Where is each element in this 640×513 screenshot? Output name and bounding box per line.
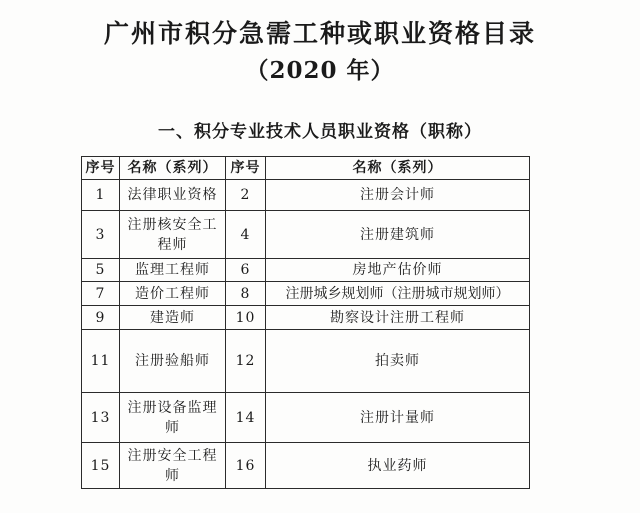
serial-cell: 2 — [226, 180, 266, 211]
serial-cell: 12 — [226, 330, 266, 393]
name-cell: 监理工程师 — [120, 259, 226, 282]
name-cell: 注册安全工程师 — [120, 443, 226, 489]
document-title: 广州市积分急需工种或职业资格目录 — [103, 19, 536, 48]
header-serial-right: 序号 — [226, 157, 266, 180]
serial-cell: 10 — [226, 306, 266, 330]
name-cell: 注册设备监理师 — [120, 393, 226, 443]
serial-cell: 4 — [226, 211, 266, 259]
table-row — [82, 330, 530, 393]
section-heading: 一、积分专业技术人员职业资格（职称） — [158, 122, 482, 142]
serial-cell: 9 — [82, 306, 120, 330]
name-cell: 房地产估价师 — [266, 259, 530, 282]
serial-cell: 3 — [82, 211, 120, 259]
name-cell: 建造师 — [120, 306, 226, 330]
header-serial-left: 序号 — [82, 157, 120, 180]
name-cell: 勘察设计注册工程师 — [266, 306, 530, 330]
serial-cell: 1 — [82, 180, 120, 211]
name-cell: 注册计量师 — [266, 393, 530, 443]
table-header-row — [82, 157, 530, 180]
name-cell: 拍卖师 — [266, 330, 530, 393]
table-row — [82, 211, 530, 259]
header-name-right: 名称（系列） — [266, 157, 530, 180]
serial-cell: 13 — [82, 393, 120, 443]
serial-cell: 6 — [226, 259, 266, 282]
name-cell: 注册建筑师 — [266, 211, 530, 259]
serial-cell: 5 — [82, 259, 120, 282]
table-row — [82, 393, 530, 443]
name-cell: 造价工程师 — [120, 282, 226, 306]
serial-cell: 14 — [226, 393, 266, 443]
document-subtitle: （2020 年） — [245, 57, 395, 84]
table-row — [82, 180, 530, 211]
qualification-table — [81, 156, 530, 489]
table-row — [82, 306, 530, 330]
name-cell: 法律职业资格 — [120, 180, 226, 211]
table-row — [82, 259, 530, 282]
name-cell: 执业药师 — [266, 443, 530, 489]
serial-cell: 16 — [226, 443, 266, 489]
serial-cell: 7 — [82, 282, 120, 306]
name-cell: 注册验船师 — [120, 330, 226, 393]
name-cell: 注册城乡规划师（注册城市规划师） — [266, 282, 530, 306]
table-row — [82, 443, 530, 489]
name-cell: 注册会计师 — [266, 180, 530, 211]
serial-cell: 11 — [82, 330, 120, 393]
header-name-left: 名称（系列） — [120, 157, 226, 180]
serial-cell: 8 — [226, 282, 266, 306]
table-row — [82, 282, 530, 306]
serial-cell: 15 — [82, 443, 120, 489]
name-cell: 注册核安全工程师 — [120, 211, 226, 259]
